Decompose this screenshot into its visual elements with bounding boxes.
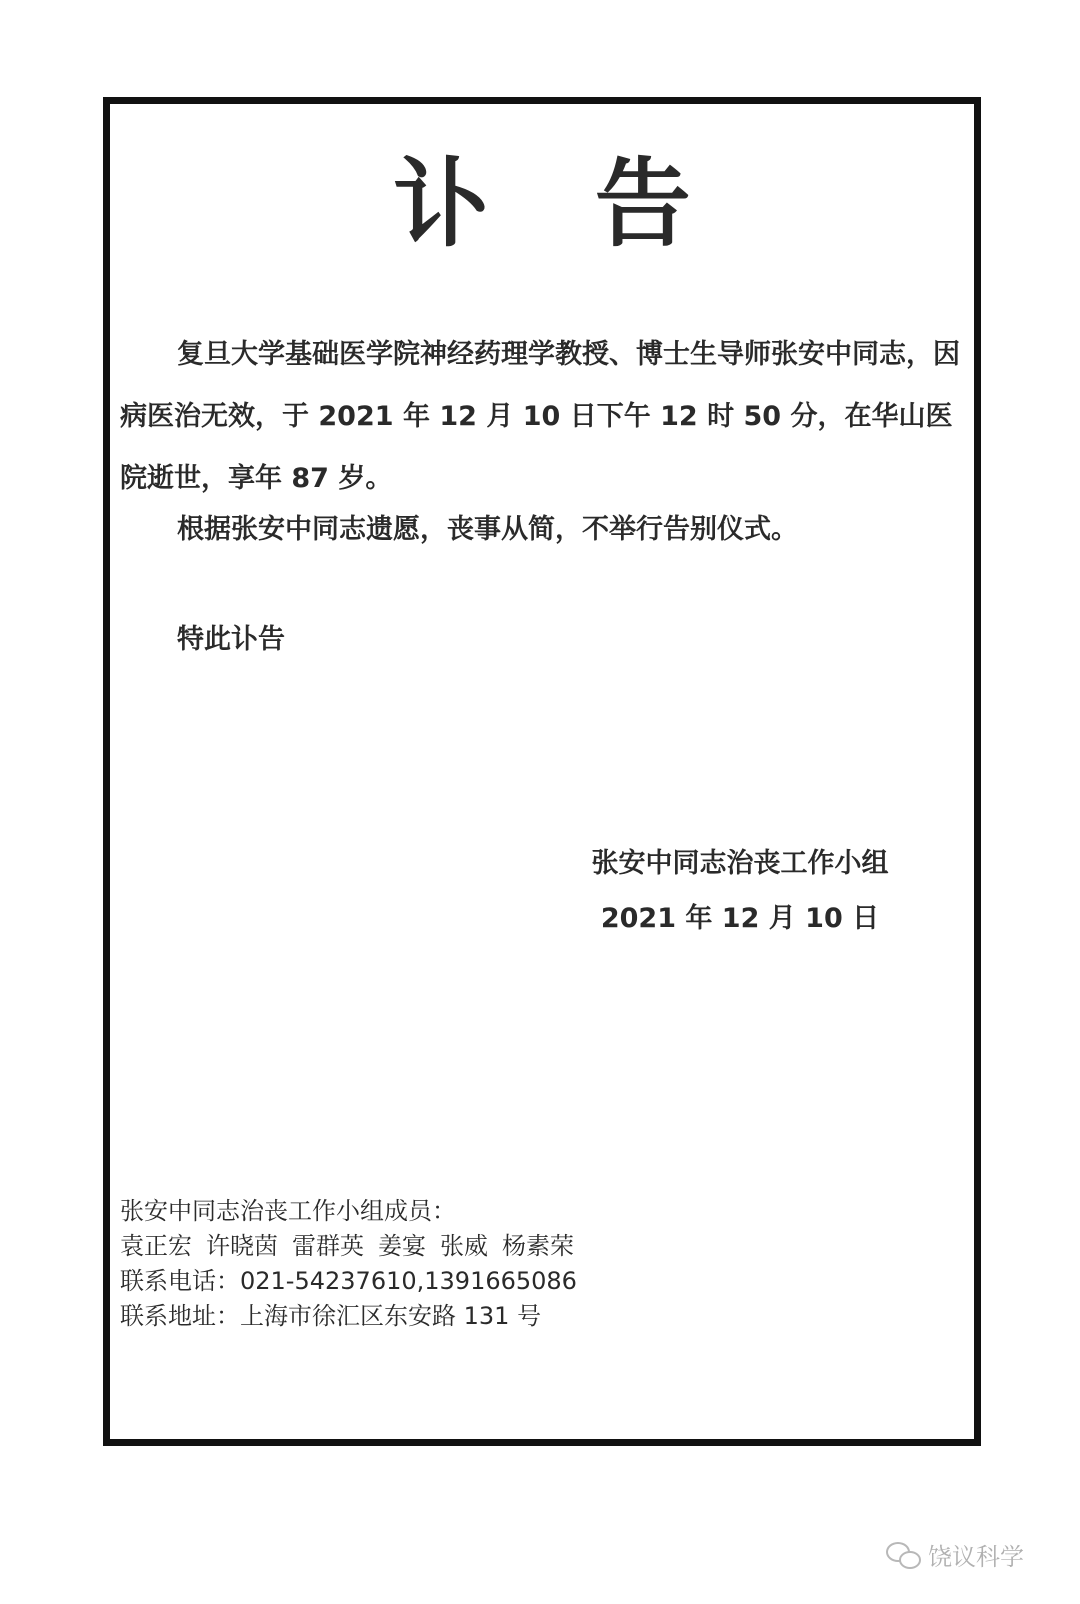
member-names [120,1229,960,1264]
contact-phone-label: 联系电话： [120,1267,240,1295]
main-paragraph: 复旦大学基础医学院神经药理学教授、博士生导师张安中同志，因病医治无效，于 2021 年 12 月 10 日下午 12 时 50 分，在华山医院逝世，享年 87 岁。 [120,339,960,494]
contact-address-label: 联系地址： [120,1302,240,1330]
signature-date: 2021 年 12 月 10 日 [600,903,880,934]
member-name: 杨素荣 [502,1232,574,1260]
watermark-text: 饶议科学 [928,1543,1024,1571]
contact-address-value: 上海市徐汇区东安路 131 号 [240,1302,542,1330]
member-name: 许晓茵 [206,1232,278,1260]
members-section [120,1194,960,1334]
contact-phone-line [120,1264,960,1299]
closing-text: 特此讣告 [177,624,285,655]
members-heading: 张安中同志治丧工作小组成员： [120,1197,456,1225]
notice-title: 讣 告 [393,148,727,260]
wechat-icon [886,1542,920,1568]
member-name: 张威 [440,1232,488,1260]
signature-organization: 张安中同志治丧工作小组 [591,848,889,879]
notice-frame [103,97,981,1446]
watermark [886,1537,1024,1572]
member-name: 雷群英 [292,1232,364,1260]
contact-phone-value: 021-54237610,13916650​86 [240,1267,577,1295]
wish-paragraph: 根据张安中同志遗愿，丧事从简，不举行告别仪式。 [177,514,798,545]
member-name: 袁正宏 [120,1232,192,1260]
contact-address-line [120,1299,960,1334]
member-name: 姜宴 [378,1232,426,1260]
